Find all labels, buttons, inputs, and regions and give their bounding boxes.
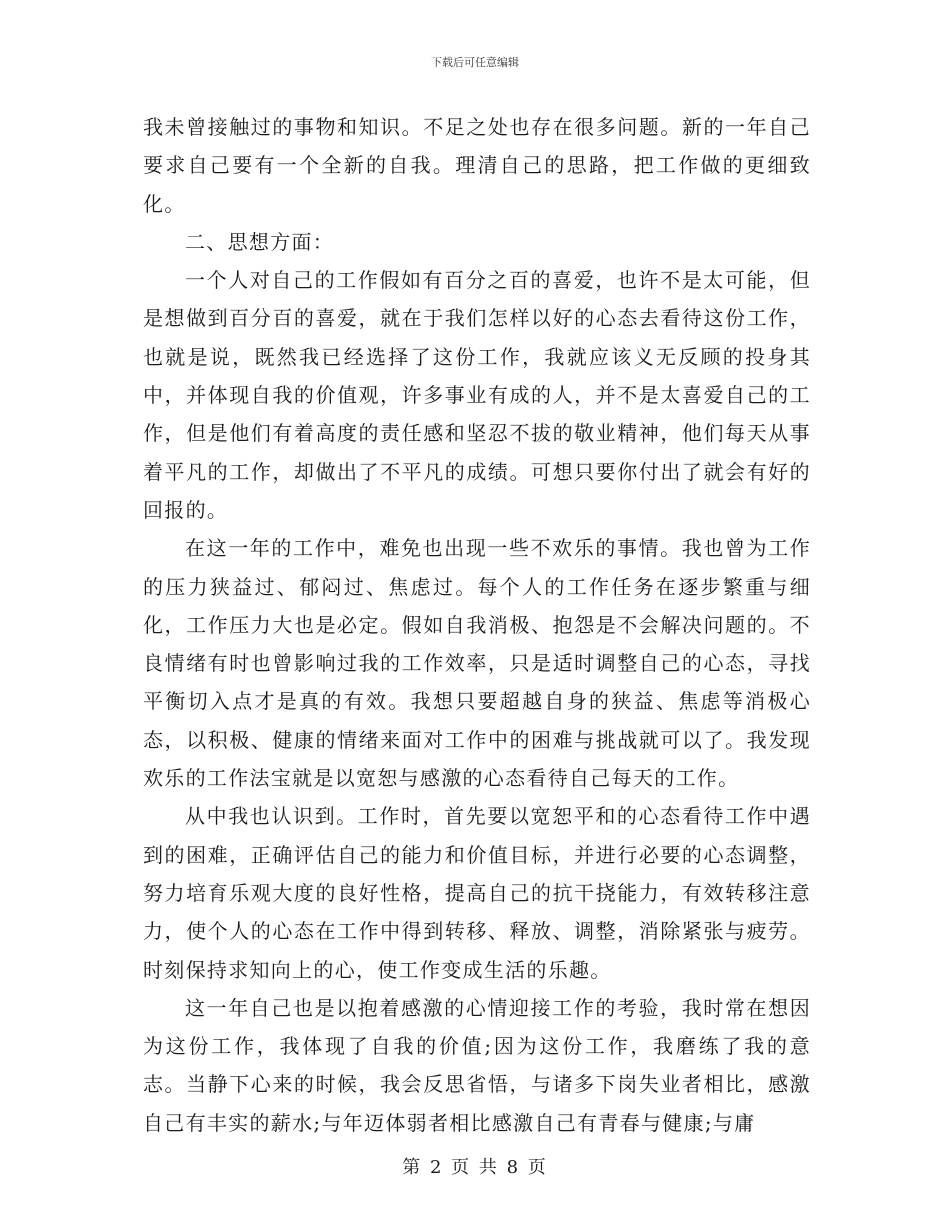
section-heading: 二、思想方面：: [185, 229, 335, 254]
document-body: [143, 108, 811, 1142]
paragraph-continuation: 我未曾接触过的事物和知识。不足之处也存在很多问题。新的一年自己要求自己要有一个全新的自我。理清自己的思路，把工作做的更细致化。: [143, 115, 811, 216]
paragraph: 这一年自己也是以抱着感激的心情迎接工作的考验，我时常在想因为这份工作，我体现了自我的价值;因为这份工作，我磨练了我的意志。当静下心来的时候，我会反思省悟，与诸多下岗失业者相比，感激自己有丰实的薪水;与年迈体弱者相比感激自己有青春与健康;与庸: [143, 995, 811, 1135]
paragraph: 从中我也认识到。工作时，首先要以宽恕平和的心态看待工作中遇到的困难，正确评估自己的能力和价值目标，并进行必要的心态调整，努力培育乐观大度的良好性格，提高自己的抗干挠能力，有效转移注意力，使个人的心态在工作中得到转移、释放、调整，消除紧张与疲劳。时刻保持求知向上的心，使工作变成生活的乐趣。: [143, 804, 811, 982]
page-number: 第 2 页 共 8 页: [402, 1157, 548, 1178]
header-note: 下载后可任意编辑: [431, 56, 519, 69]
paragraph: 一个人对自己的工作假如有百分之百的喜爱，也许不是太可能，但是想做到百分百的喜爱，就在于我们怎样以好的心态去看待这份工作，也就是说，既然我已经选择了这份工作，我就应该义无反顾的投身其中，并体现自我的价值观，许多事业有成的人，并不是太喜爱自己的工作，但是他们有着高度的责任感和坚忍不拔的敬业精神，他们每天从事着平凡的工作，却做出了不平凡的成绩。可想只要你付出了就会有好的回报的。: [143, 268, 811, 522]
paragraph: 在这一年的工作中，难免也出现一些不欢乐的事情。我也曾为工作的压力狭益过、郁闷过、焦虑过。每个人的工作任务在逐步繁重与细化，工作压力大也是必定。假如自我消极、抱怨是不会解决问题的。不良情绪有时也曾影响过我的工作效率，只是适时调整自己的心态，寻找平衡切入点才是真的有效。我想只要超越自身的狭益、焦虑等消极心态，以积极、健康的情绪来面对工作中的困难与挑战就可以了。我发现欢乐的工作法宝就是以宽恕与感激的心态看待自己每天的工作。: [143, 536, 811, 791]
